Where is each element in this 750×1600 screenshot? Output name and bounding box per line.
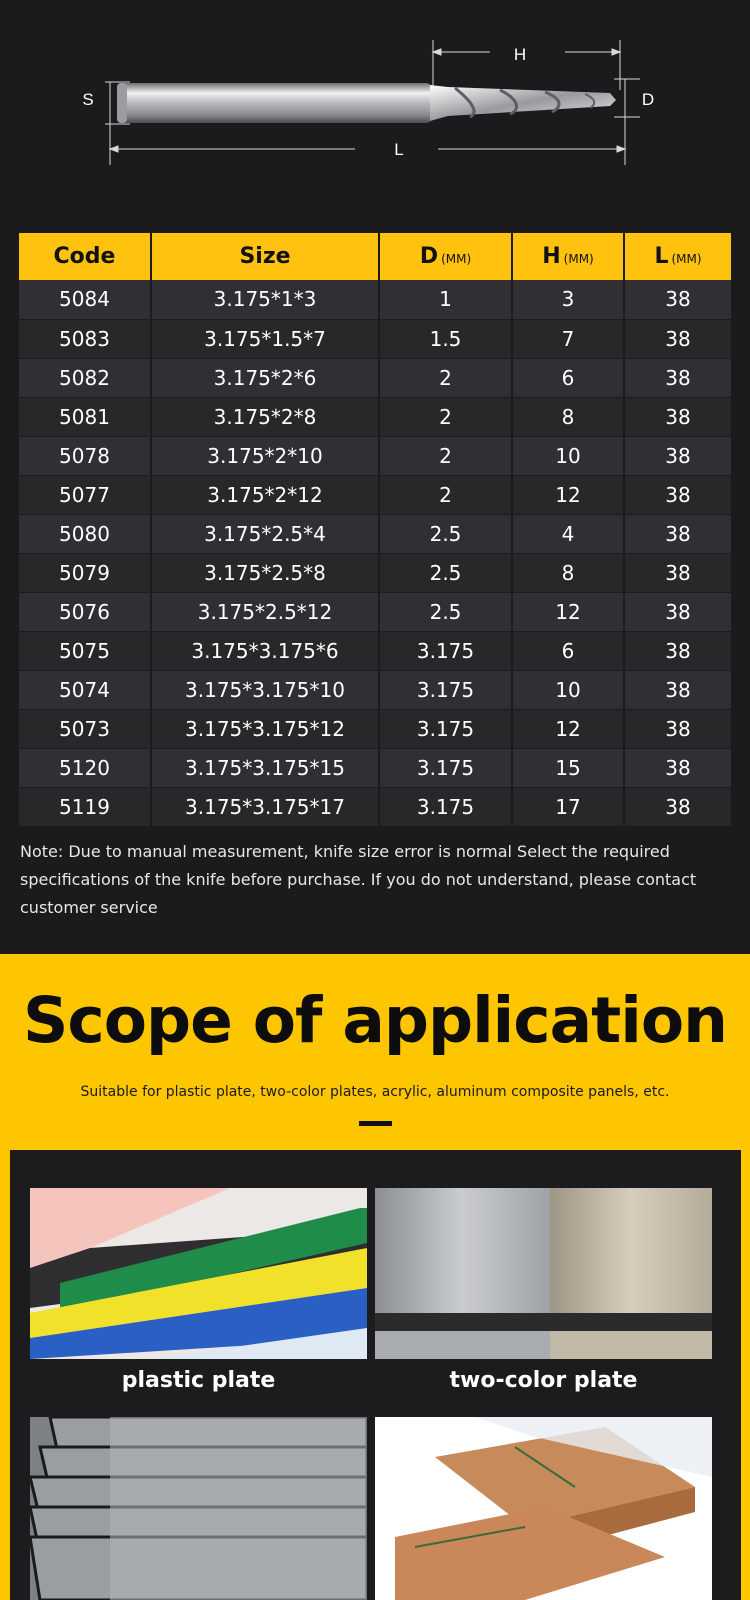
measurement-note: Note: Due to manual measurement, knife size error is normal Select the required specifications of the knife before purchase. If you do not understand, please contact customer service — [20, 842, 697, 917]
cell-l: 38 — [624, 748, 731, 787]
table-row — [19, 280, 731, 319]
cell-h: 12 — [512, 475, 624, 514]
label-l: L — [394, 140, 404, 159]
header-size: Size — [151, 233, 379, 280]
cell-size: 3.175*2*12 — [151, 475, 379, 514]
cell-code: 5080 — [19, 514, 151, 553]
table-row — [19, 787, 731, 826]
scope-section — [0, 954, 750, 1600]
spec-table — [19, 233, 731, 827]
card-label-plastic-plate: plastic plate — [121, 1368, 276, 1393]
cell-code: 5082 — [19, 358, 151, 397]
header-d: D (MM) — [379, 233, 512, 280]
scope-subtitle: Suitable for plastic plate, two-color plates, acrylic, aluminum composite panels, etc. — [80, 1084, 670, 1100]
cell-l: 38 — [624, 475, 731, 514]
cell-l: 38 — [624, 358, 731, 397]
cell-l: 38 — [624, 397, 731, 436]
table-header-row — [19, 233, 731, 280]
table-row — [19, 358, 731, 397]
table-row — [19, 319, 731, 358]
cell-code: 5078 — [19, 436, 151, 475]
cell-size: 3.175*1.5*7 — [151, 319, 379, 358]
cell-h: 4 — [512, 514, 624, 553]
label-d: D — [641, 90, 655, 109]
cell-d: 1.5 — [379, 319, 512, 358]
label-s: S — [82, 90, 94, 109]
cell-d: 3.175 — [379, 631, 512, 670]
cell-d: 2 — [379, 475, 512, 514]
cell-h: 12 — [512, 709, 624, 748]
cell-d: 2 — [379, 397, 512, 436]
cell-d: 2.5 — [379, 553, 512, 592]
cell-l: 38 — [624, 319, 731, 358]
table-row — [19, 514, 731, 553]
cell-h: 8 — [512, 397, 624, 436]
cell-code: 5079 — [19, 553, 151, 592]
label-h: H — [513, 45, 527, 64]
cell-code: 5081 — [19, 397, 151, 436]
cell-l: 38 — [624, 514, 731, 553]
cell-code: 5084 — [19, 280, 151, 319]
table-row — [19, 709, 731, 748]
table-row — [19, 631, 731, 670]
cell-size: 3.175*2.5*8 — [151, 553, 379, 592]
materials-panel — [10, 1150, 741, 1600]
cell-size: 3.175*3.175*15 — [151, 748, 379, 787]
cell-l: 38 — [624, 592, 731, 631]
cell-l: 38 — [624, 709, 731, 748]
two-color-plate-image — [375, 1188, 712, 1359]
cell-size: 3.175*1*3 — [151, 280, 379, 319]
table-row — [19, 475, 731, 514]
cell-h: 8 — [512, 553, 624, 592]
card-label-two-color-plate: two-color plate — [449, 1368, 638, 1393]
table-row — [19, 397, 731, 436]
header-l: L (MM) — [624, 233, 731, 280]
cell-d: 3.175 — [379, 787, 512, 826]
shank-shape — [117, 83, 432, 123]
cell-d: 3.175 — [379, 748, 512, 787]
cell-h: 10 — [512, 436, 624, 475]
cell-d: 2.5 — [379, 514, 512, 553]
cell-h: 6 — [512, 631, 624, 670]
cell-code: 5077 — [19, 475, 151, 514]
cell-d: 1 — [379, 280, 512, 319]
cell-code: 5076 — [19, 592, 151, 631]
cell-l: 38 — [624, 436, 731, 475]
cell-size: 3.175*2*8 — [151, 397, 379, 436]
table-row — [19, 592, 731, 631]
cell-l: 38 — [624, 670, 731, 709]
cell-d: 2.5 — [379, 592, 512, 631]
cell-d: 3.175 — [379, 709, 512, 748]
cell-size: 3.175*2.5*12 — [151, 592, 379, 631]
cell-size: 3.175*3.175*12 — [151, 709, 379, 748]
cell-code: 5120 — [19, 748, 151, 787]
cell-code: 5074 — [19, 670, 151, 709]
cell-d: 3.175 — [379, 670, 512, 709]
cell-d: 2 — [379, 358, 512, 397]
cell-size: 3.175*2*6 — [151, 358, 379, 397]
cell-d: 2 — [379, 436, 512, 475]
cell-size: 3.175*2.5*4 — [151, 514, 379, 553]
table-row — [19, 670, 731, 709]
cell-h: 10 — [512, 670, 624, 709]
cell-code: 5075 — [19, 631, 151, 670]
cell-l: 38 — [624, 787, 731, 826]
table-row — [19, 748, 731, 787]
cell-h: 6 — [512, 358, 624, 397]
cell-h: 12 — [512, 592, 624, 631]
cell-h: 15 — [512, 748, 624, 787]
cell-h: 17 — [512, 787, 624, 826]
header-h: H (MM) — [512, 233, 624, 280]
cell-h: 7 — [512, 319, 624, 358]
table-row — [19, 436, 731, 475]
router-bit-diagram — [0, 0, 750, 230]
cell-code: 5073 — [19, 709, 151, 748]
cell-code: 5083 — [19, 319, 151, 358]
scope-title: Scope of application — [23, 984, 727, 1057]
cell-h: 3 — [512, 280, 624, 319]
cell-l: 38 — [624, 553, 731, 592]
table-row — [19, 553, 731, 592]
cell-size: 3.175*3.175*10 — [151, 670, 379, 709]
cell-l: 38 — [624, 631, 731, 670]
cell-code: 5119 — [19, 787, 151, 826]
acrylic-image — [375, 1417, 712, 1600]
cell-size: 3.175*3.175*6 — [151, 631, 379, 670]
cell-size: 3.175*3.175*17 — [151, 787, 379, 826]
title-divider — [359, 1121, 392, 1126]
cell-size: 3.175*2*10 — [151, 436, 379, 475]
aluminum-composite-image — [30, 1417, 367, 1600]
flute-shape — [430, 85, 616, 121]
plastic-plate-image — [30, 1188, 367, 1359]
cell-l: 38 — [624, 280, 731, 319]
header-code: Code — [19, 233, 151, 280]
